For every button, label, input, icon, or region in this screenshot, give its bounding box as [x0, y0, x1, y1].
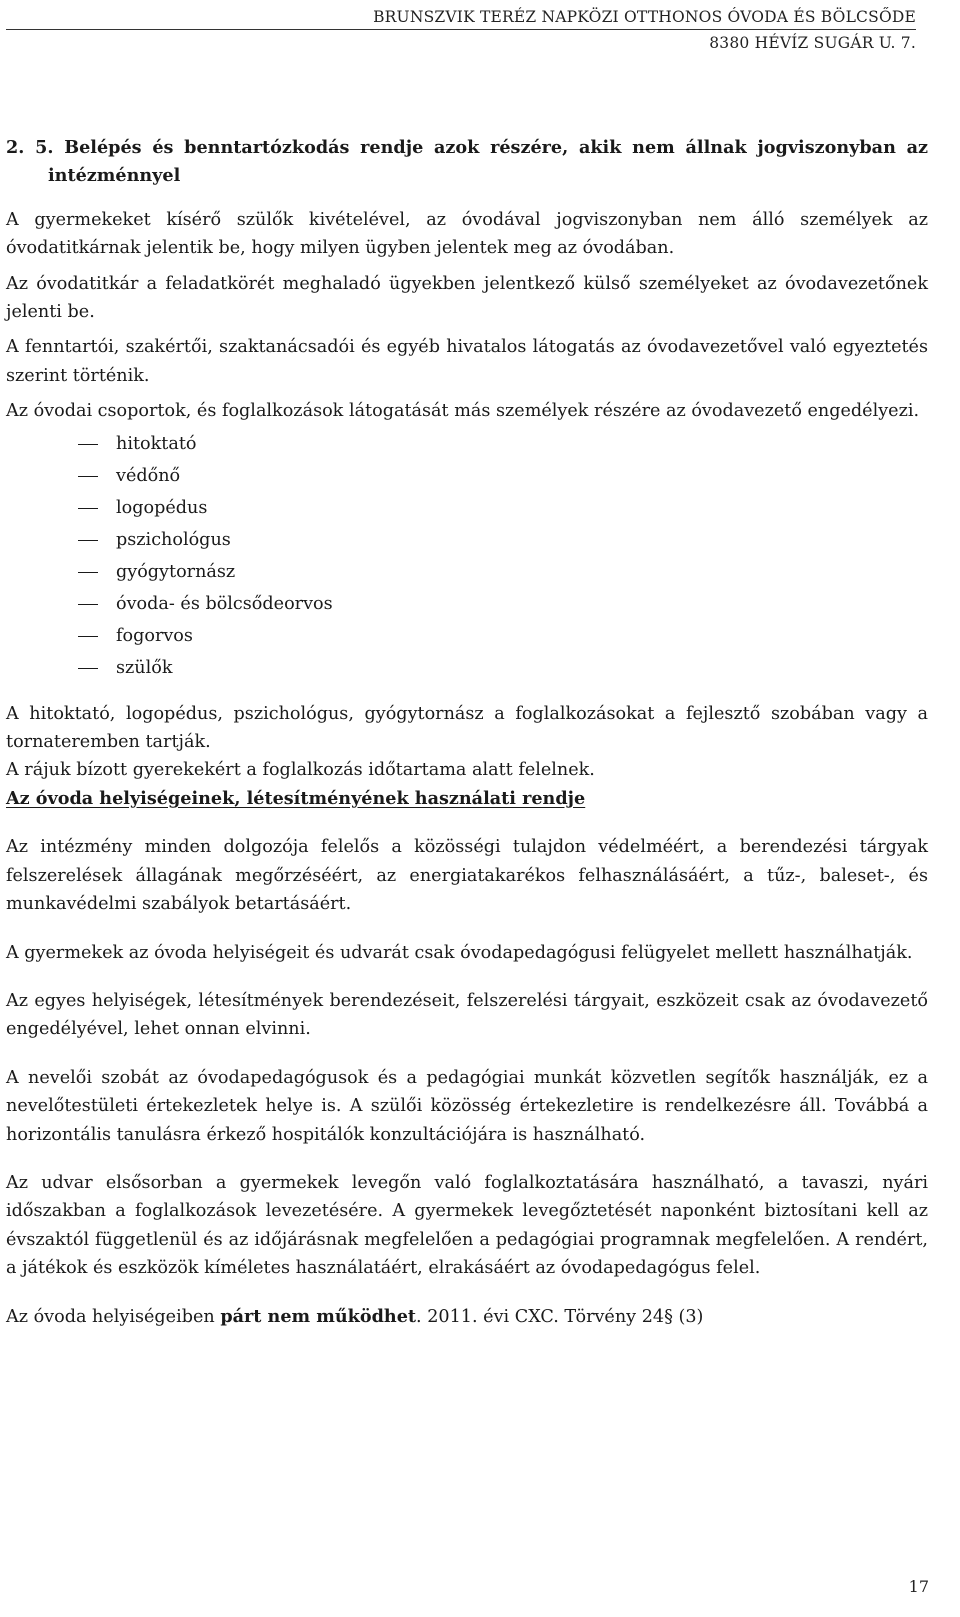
paragraph: Az óvodatitkár a feladatkörét meghaladó ügyekben jelentkező külső személyeket az óvodavezetőnek jelenti be.: [6, 273, 928, 323]
final-emphasis: párt nem működhet: [220, 1305, 417, 1327]
list-item: hitoktató: [78, 428, 928, 460]
final-statement: [6, 1303, 928, 1331]
final-prefix: Az óvoda helyiségeiben: [6, 1306, 221, 1327]
paragraph: Az óvodai csoportok, és foglalkozások látogatását más személyek részére az óvodavezető engedélyezi.: [6, 401, 920, 422]
list-item: védőnő: [78, 460, 928, 492]
section-number: 2. 5.: [6, 137, 54, 158]
visitors-list: [6, 428, 928, 684]
list-item: fogorvos: [78, 620, 928, 652]
final-suffix: . 2011. évi CXC. Törvény 24§ (3): [416, 1306, 704, 1327]
list-item: óvoda- és bölcsődeorvos: [78, 588, 928, 620]
paragraph: A gyermekek az óvoda helyiségeit és udvarát csak óvodapedagógusi felügyelet mellett használhatják.: [6, 942, 913, 963]
paragraph: A fenntartói, szakértői, szaktanácsadói és egyéb hivatalos látogatás az óvodavezetővel való egyeztetés szerint történik.: [6, 337, 928, 386]
page-header: [0, 4, 916, 56]
subheading-text: Az óvoda helyiségeinek, létesítményének használati rendje: [6, 787, 586, 809]
subheading: [6, 785, 928, 813]
paragraph: A rájuk bízott gyerekekért a foglalkozás időtartama alatt felelnek.: [6, 760, 595, 781]
section-heading: [6, 134, 928, 191]
header-divider: [6, 29, 916, 30]
list-item: szülők: [78, 652, 928, 684]
list-item: gyógytornász: [78, 556, 928, 588]
paragraph: Az udvar elsősorban a gyermekek levegőn való foglalkoztatására használható, a tavaszi, nyári időszakban a foglalkozások levezetésére. A gyermekek levegőztetését naponként biztosítani kell az évszaktól függetlenül és az időjárásnak megfelelően a pedagógiai programnak megfelelően. A rendért, a játékok és eszközök kíméletes használatáért, elrakásáért az óvodapedagógus felel.: [6, 1172, 928, 1279]
document-body: [6, 134, 928, 1331]
paragraph: A hitoktató, logopédus, pszichológus, gyógytornász a foglalkozásokat a fejlesztő szobában vagy a tornateremben tartják.: [6, 703, 928, 753]
institution-name: BRUNSZVIK TERÉZ NAPKÖZI OTTHONOS ÓVODA ÉS BÖLCSŐDE: [373, 8, 916, 26]
section-title: Belépés és benntartózkodás rendje azok részére, akik nem állnak jogviszonyban az intézménnyel: [48, 137, 928, 187]
paragraph: A nevelői szobát az óvodapedagógusok és a pedagógiai munkát közvetlen segítők használják, ez a nevelőtestületi értekezletek helye is. A szülői közösség értekezletire is rendelkezésre áll. Továbbá a horizontális tanulásra érkező hospitálók konzultációjára is használható.: [6, 1067, 928, 1145]
page-number: 17: [908, 1577, 929, 1596]
list-item: pszichológus: [78, 524, 928, 556]
paragraph: Az intézmény minden dolgozója felelős a közösségi tulajdon védelméért, a berendezési tárgyak felszerelések állagának megőrzéséért, az energiatakarékos felhasználásáért, a tűz-, baleset-, és munkavédelmi szabályok betartásáért.: [6, 837, 928, 915]
paragraph: Az egyes helyiségek, létesítmények berendezéseit, felszerelési tárgyait, eszközeit csak az óvodavezető engedélyével, lehet onnan elvinni.: [6, 990, 928, 1040]
list-item: logopédus: [78, 492, 928, 524]
paragraph: A gyermekeket kísérő szülők kivételével, az óvodával jogviszonyban nem álló személyek az óvodatitkárnak jelentik be, hogy milyen ügyben jelentek meg az óvodában.: [6, 209, 928, 259]
institution-address: 8380 HÉVÍZ SUGÁR U. 7.: [709, 34, 916, 52]
